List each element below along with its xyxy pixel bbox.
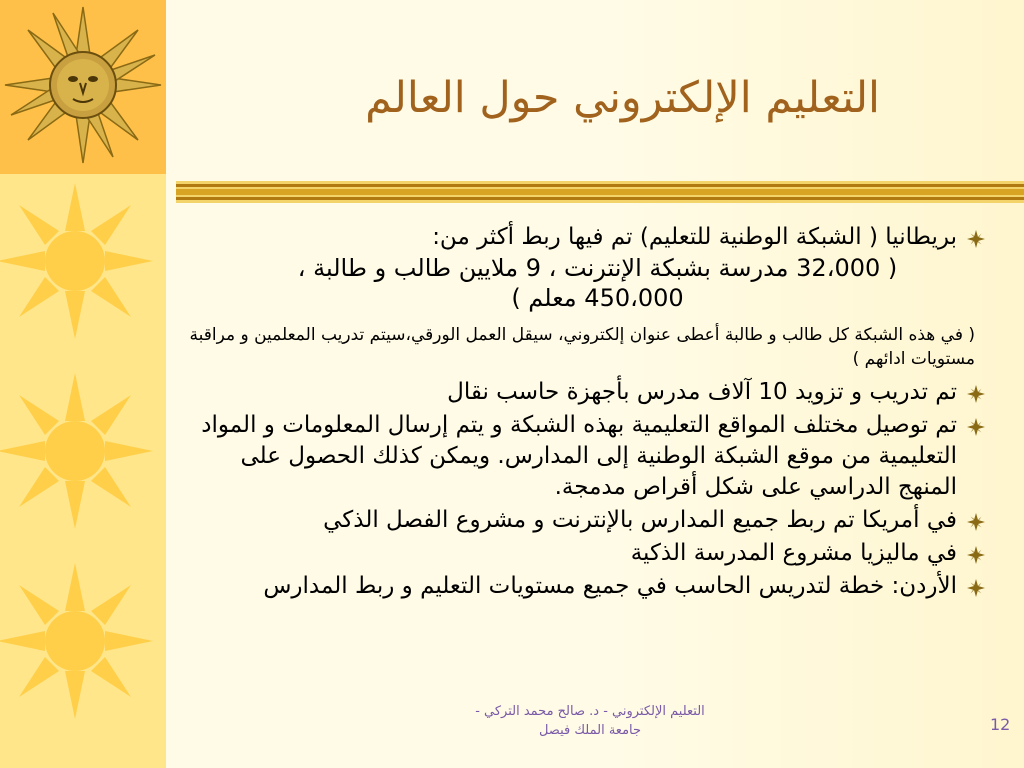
bullet-item <box>180 538 985 569</box>
bullet-item <box>180 571 985 602</box>
star-bullet-icon <box>967 546 985 564</box>
logo-box <box>0 0 166 174</box>
bullet-item <box>180 222 985 253</box>
footer-line-2: جامعة الملك فيصل <box>538 723 642 738</box>
bullet-item <box>180 377 985 408</box>
bullet-text: بريطانيا ( الشبكة الوطنية للتعليم) تم فيها ربط أكثر من: <box>432 224 957 250</box>
bullet-text: في ماليزيا مشروع المدرسة الذكية <box>630 540 957 566</box>
note-text: ( في هذه الشبكة كل طالب و طالبة أعطى عنوان إلكتروني، سيقل العمل الورقي،سيتم تدريب المعلمين و مراقبة مستويات ادائهم ) <box>189 325 975 369</box>
bullet-item <box>180 410 985 503</box>
sun-decoration-icon <box>0 366 166 536</box>
star-bullet-icon <box>967 513 985 531</box>
sub-line: ( 32،000 مدرسة بشبكة الإنترنت ، 9 ملايين طالب و طالبة ، 450،000 معلم ) <box>297 254 898 312</box>
star-bullet-icon <box>967 579 985 597</box>
star-bullet-icon <box>967 385 985 403</box>
star-bullet-icon <box>967 418 985 436</box>
star-bullet-icon <box>967 230 985 248</box>
sun-decoration-icon <box>0 176 166 346</box>
bullet-text: تم توصيل مختلف المواقع التعليمية بهذه الشبكة و يتم إرسال المعلومات و المواد التعليمية من موقع الشبكة الوطنية إلى المدارس. ويمكن كذلك الحصول على المنهج الدراسي على شكل أقراص مدمجة. <box>201 412 957 500</box>
sun-decoration-icon <box>0 556 166 726</box>
bullet-item <box>180 505 985 536</box>
page-number: 12 <box>990 715 1011 734</box>
slide-title: التعليم الإلكتروني حول العالم <box>365 73 880 123</box>
slide-content <box>180 222 985 604</box>
bullet-text: الأردن: خطة لتدريس الحاسب في جميع مستويات التعليم و ربط المدارس <box>263 573 957 599</box>
bullet-text: في أمريكا تم ربط جميع المدارس بالإنترنت و مشروع الفصل الذكي <box>323 507 957 533</box>
footer-line-1: التعليم الإلكتروني - د. صالح محمد التركي - <box>475 704 705 719</box>
sun-face-logo-icon <box>0 0 166 174</box>
title-divider-bar <box>176 181 1024 203</box>
bullet-text: تم تدريب و تزويد 10 آلاف مدرس بأجهزة حاسب نقال <box>447 379 957 405</box>
footer <box>400 702 780 740</box>
